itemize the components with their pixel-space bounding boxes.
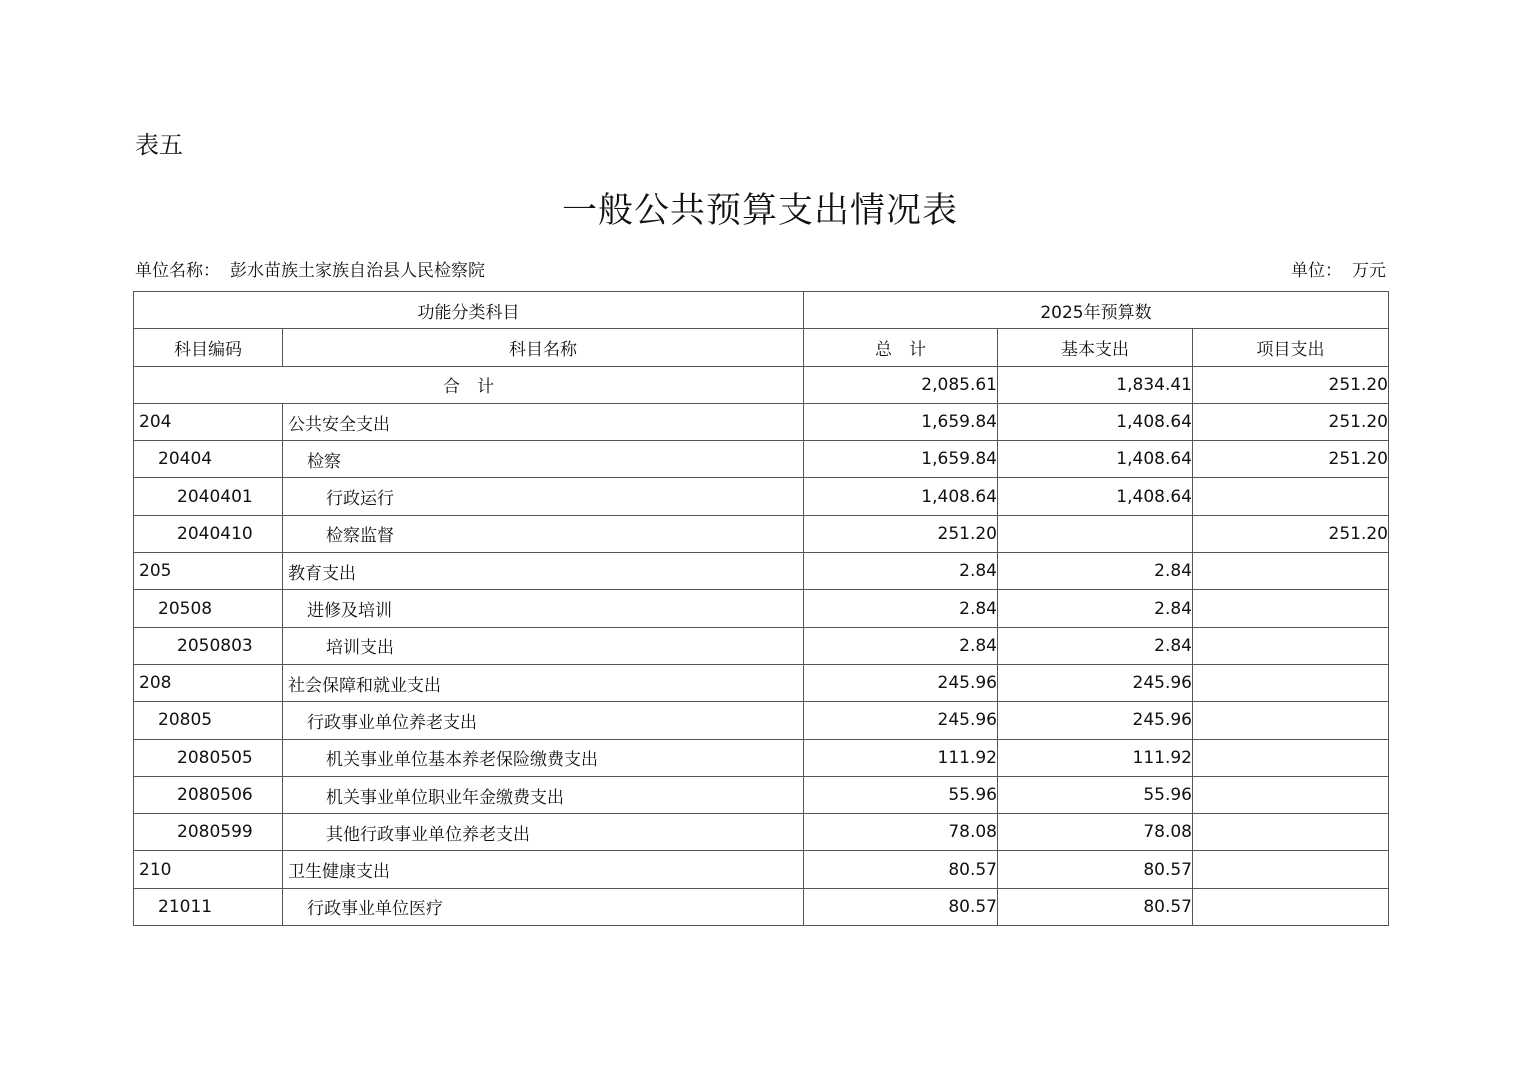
total-cell: 2.84 bbox=[804, 590, 998, 627]
subject-code-cell: 210 bbox=[134, 851, 283, 888]
basic-cell: 1,408.64 bbox=[998, 478, 1193, 515]
table-row bbox=[134, 403, 1389, 440]
subject-code-cell: 2080506 bbox=[134, 776, 283, 813]
header-row-1 bbox=[134, 292, 1389, 329]
project-cell bbox=[1193, 627, 1389, 664]
table-row bbox=[134, 888, 1389, 925]
total-cell: 1,408.64 bbox=[804, 478, 998, 515]
table-row bbox=[134, 851, 1389, 888]
project-cell bbox=[1193, 478, 1389, 515]
page-title: 一般公共预算支出情况表 bbox=[561, 191, 958, 231]
subject-name-cell: 培训支出 bbox=[283, 627, 804, 664]
total-cell: 1,659.84 bbox=[804, 403, 998, 440]
basic-cell: 55.96 bbox=[998, 776, 1193, 813]
summary-total: 2,085.61 bbox=[804, 366, 998, 403]
subject-code-cell: 208 bbox=[134, 664, 283, 701]
subject-name-cell: 机关事业单位职业年金缴费支出 bbox=[283, 776, 804, 813]
project-cell bbox=[1193, 888, 1389, 925]
subject-name-cell: 检察监督 bbox=[283, 515, 804, 552]
header-row-2 bbox=[134, 329, 1389, 366]
total-cell: 2.84 bbox=[804, 553, 998, 590]
table-row bbox=[134, 664, 1389, 701]
subject-name-cell: 社会保障和就业支出 bbox=[283, 664, 804, 701]
subject-code-cell: 2040410 bbox=[134, 515, 283, 552]
header-subject-name: 科目名称 bbox=[283, 329, 804, 366]
subject-name-cell: 机关事业单位基本养老保险缴费支出 bbox=[283, 739, 804, 776]
total-cell: 2.84 bbox=[804, 627, 998, 664]
subject-code-cell: 21011 bbox=[134, 888, 283, 925]
total-cell: 80.57 bbox=[804, 888, 998, 925]
summary-label: 合 计 bbox=[134, 366, 804, 403]
subject-code-cell: 205 bbox=[134, 553, 283, 590]
basic-cell: 2.84 bbox=[998, 590, 1193, 627]
basic-cell: 80.57 bbox=[998, 851, 1193, 888]
unit-line bbox=[1291, 259, 1386, 283]
project-cell bbox=[1193, 739, 1389, 776]
header-total: 总 计 bbox=[804, 329, 998, 366]
subject-code-cell: 2080505 bbox=[134, 739, 283, 776]
subject-name-cell: 教育支出 bbox=[283, 553, 804, 590]
project-cell bbox=[1193, 814, 1389, 851]
header-functional-category: 功能分类科目 bbox=[134, 292, 804, 329]
table-row bbox=[134, 441, 1389, 478]
project-cell bbox=[1193, 553, 1389, 590]
subject-name-cell: 行政事业单位医疗 bbox=[283, 888, 804, 925]
project-cell bbox=[1193, 664, 1389, 701]
summary-row bbox=[134, 366, 1389, 403]
total-cell: 245.96 bbox=[804, 702, 998, 739]
project-cell bbox=[1193, 590, 1389, 627]
subject-code-cell: 20805 bbox=[134, 702, 283, 739]
table-row bbox=[134, 627, 1389, 664]
total-cell: 55.96 bbox=[804, 776, 998, 813]
header-basic: 基本支出 bbox=[998, 329, 1193, 366]
header-project: 项目支出 bbox=[1193, 329, 1389, 366]
project-cell: 251.20 bbox=[1193, 403, 1389, 440]
basic-cell: 111.92 bbox=[998, 739, 1193, 776]
subject-code-cell: 20508 bbox=[134, 590, 283, 627]
basic-cell: 78.08 bbox=[998, 814, 1193, 851]
total-cell: 245.96 bbox=[804, 664, 998, 701]
table-body bbox=[134, 366, 1389, 925]
table-row bbox=[134, 553, 1389, 590]
basic-cell: 80.57 bbox=[998, 888, 1193, 925]
subject-code-cell: 204 bbox=[134, 403, 283, 440]
basic-cell: 245.96 bbox=[998, 664, 1193, 701]
table-number-label: 表五 bbox=[135, 131, 183, 159]
summary-project: 251.20 bbox=[1193, 366, 1389, 403]
table-row bbox=[134, 478, 1389, 515]
basic-cell: 1,408.64 bbox=[998, 403, 1193, 440]
subject-code-cell: 2040401 bbox=[134, 478, 283, 515]
project-cell: 251.20 bbox=[1193, 441, 1389, 478]
table-row bbox=[134, 814, 1389, 851]
total-cell: 80.57 bbox=[804, 851, 998, 888]
project-cell: 251.20 bbox=[1193, 515, 1389, 552]
subject-code-cell: 2080599 bbox=[134, 814, 283, 851]
unit-name-value: 彭水苗族土家族自治县人民检察院 bbox=[230, 261, 485, 281]
budget-table bbox=[133, 291, 1389, 926]
header-budget-year: 2025年预算数 bbox=[804, 292, 1389, 329]
project-cell bbox=[1193, 851, 1389, 888]
subject-name-cell: 其他行政事业单位养老支出 bbox=[283, 814, 804, 851]
subject-name-cell: 卫生健康支出 bbox=[283, 851, 804, 888]
basic-cell: 245.96 bbox=[998, 702, 1193, 739]
unit-name-line bbox=[135, 259, 485, 283]
subject-name-cell: 公共安全支出 bbox=[283, 403, 804, 440]
total-cell: 78.08 bbox=[804, 814, 998, 851]
unit-label: 单位： bbox=[1291, 261, 1342, 281]
table-row bbox=[134, 590, 1389, 627]
total-cell: 111.92 bbox=[804, 739, 998, 776]
table-row bbox=[134, 702, 1389, 739]
project-cell bbox=[1193, 776, 1389, 813]
table-row bbox=[134, 776, 1389, 813]
subject-code-cell: 20404 bbox=[134, 441, 283, 478]
unit-value: 万元 bbox=[1352, 261, 1386, 281]
total-cell: 1,659.84 bbox=[804, 441, 998, 478]
table-row bbox=[134, 515, 1389, 552]
basic-cell: 2.84 bbox=[998, 553, 1193, 590]
basic-cell: 2.84 bbox=[998, 627, 1193, 664]
unit-name-label: 单位名称： bbox=[135, 261, 220, 281]
subject-code-cell: 2050803 bbox=[134, 627, 283, 664]
header-subject-code: 科目编码 bbox=[134, 329, 283, 366]
subject-name-cell: 检察 bbox=[283, 441, 804, 478]
subject-name-cell: 行政运行 bbox=[283, 478, 804, 515]
subject-name-cell: 进修及培训 bbox=[283, 590, 804, 627]
basic-cell: 1,408.64 bbox=[998, 441, 1193, 478]
summary-basic: 1,834.41 bbox=[998, 366, 1193, 403]
basic-cell bbox=[998, 515, 1193, 552]
total-cell: 251.20 bbox=[804, 515, 998, 552]
project-cell bbox=[1193, 702, 1389, 739]
subject-name-cell: 行政事业单位养老支出 bbox=[283, 702, 804, 739]
table-row bbox=[134, 739, 1389, 776]
